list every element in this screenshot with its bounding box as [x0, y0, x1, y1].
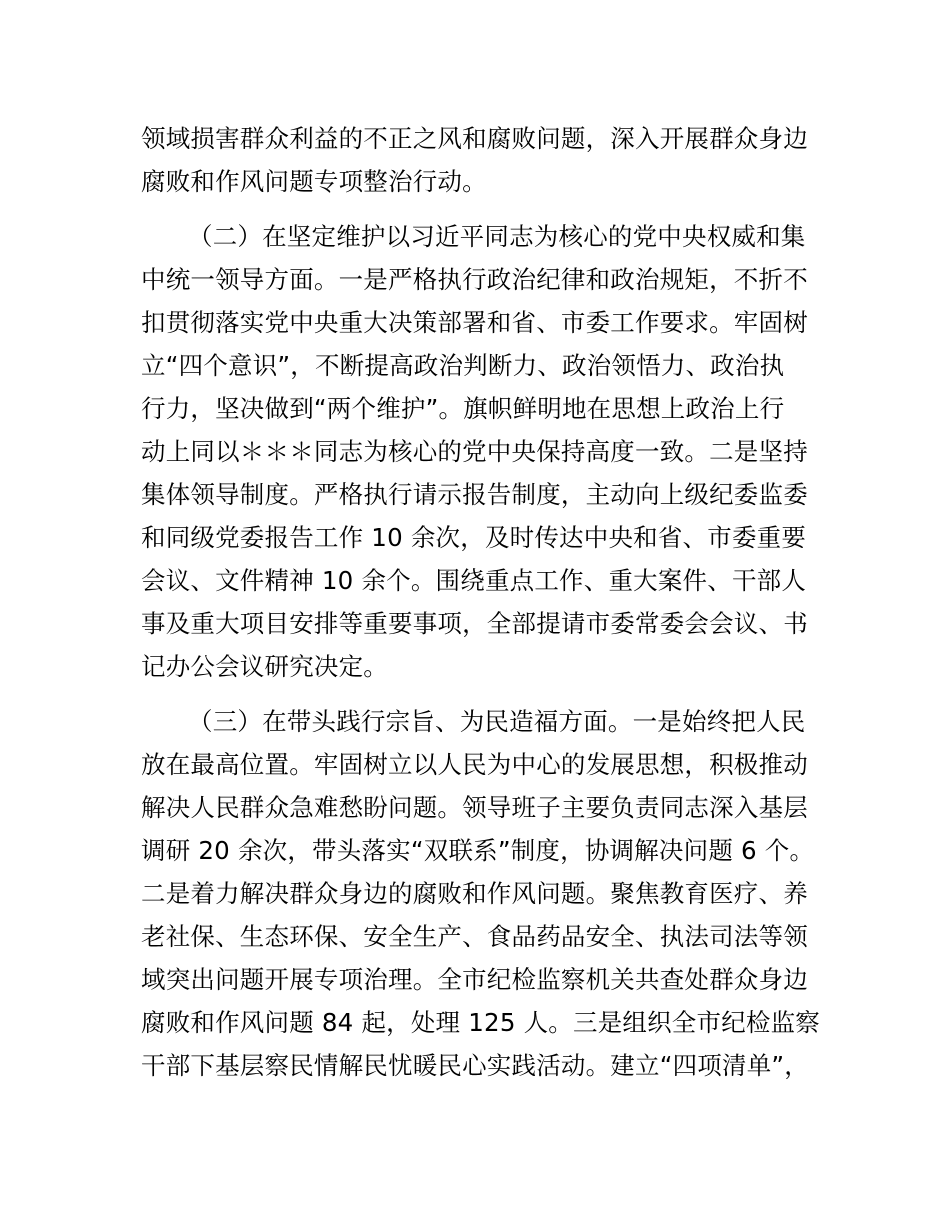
- text-line: 中统一领导方面。一是严格执行政治纪律和政治规矩，不折不: [141, 265, 808, 294]
- text-line: 集体领导制度。严格执行请示报告制度，主动向上级纪委监委: [141, 480, 808, 509]
- paragraph-2-heading-line: （二）在坚定维护以习近平同志为核心的党中央权威和集: [188, 222, 806, 251]
- text-line: 和同级党委报告工作 10 余次，及时传达中央和省、市委重要: [141, 523, 807, 552]
- text-line: 腐败和作风问题专项整治行动。: [141, 167, 487, 196]
- text-line: 扣贯彻落实党中央重大决策部署和省、市委工作要求。牢固树: [141, 308, 808, 337]
- text-line: 老社保、生态环保、安全生产、食品药品安全、执法司法等领: [141, 922, 808, 951]
- text-line: 放在最高位置。牢固树立以人民为中心的发展思想，积极推动: [141, 750, 808, 779]
- text-line: 腐败和作风问题 84 起，处理 125 人。三是组织全市纪检监察: [141, 1008, 820, 1037]
- text-line: 立“四个意识”，不断提高政治判断力、政治领悟力、政治执: [141, 351, 785, 380]
- text-line: 调研 20 余次，带头落实“双联系”制度，协调解决问题 6 个。: [141, 836, 815, 865]
- text-line: 域突出问题开展专项治理。全市纪检监察机关共查处群众身边: [141, 965, 808, 994]
- paragraph-3-heading-line: （三）在带头践行宗旨、为民造福方面。一是始终把人民: [188, 707, 806, 736]
- text-line: 记办公会议研究决定。: [141, 652, 388, 681]
- text-line: 会议、文件精神 10 余个。围绕重点工作、重大案件、干部人: [141, 566, 807, 595]
- text-line: 二是着力解决群众身边的腐败和作风问题。聚焦教育医疗、养: [141, 879, 808, 908]
- text-line: 解决人民群众急难愁盼问题。领导班子主要负责同志深入基层: [141, 793, 808, 822]
- text-line: 事及重大项目安排等重要事项，全部提请市委常委会会议、书: [141, 609, 808, 638]
- text-line: 领域损害群众利益的不正之风和腐败问题，深入开展群众身边: [141, 124, 808, 153]
- text-line: 干部下基层察民情解民忧暖民心实践活动。建立“四项清单”，: [141, 1051, 809, 1080]
- text-line: 行力，坚决做到“两个维护”。旗帜鲜明地在思想上政治上行: [141, 394, 785, 423]
- text-line: 动上同以＊＊＊同志为核心的党中央保持高度一致。二是坚持: [141, 437, 808, 466]
